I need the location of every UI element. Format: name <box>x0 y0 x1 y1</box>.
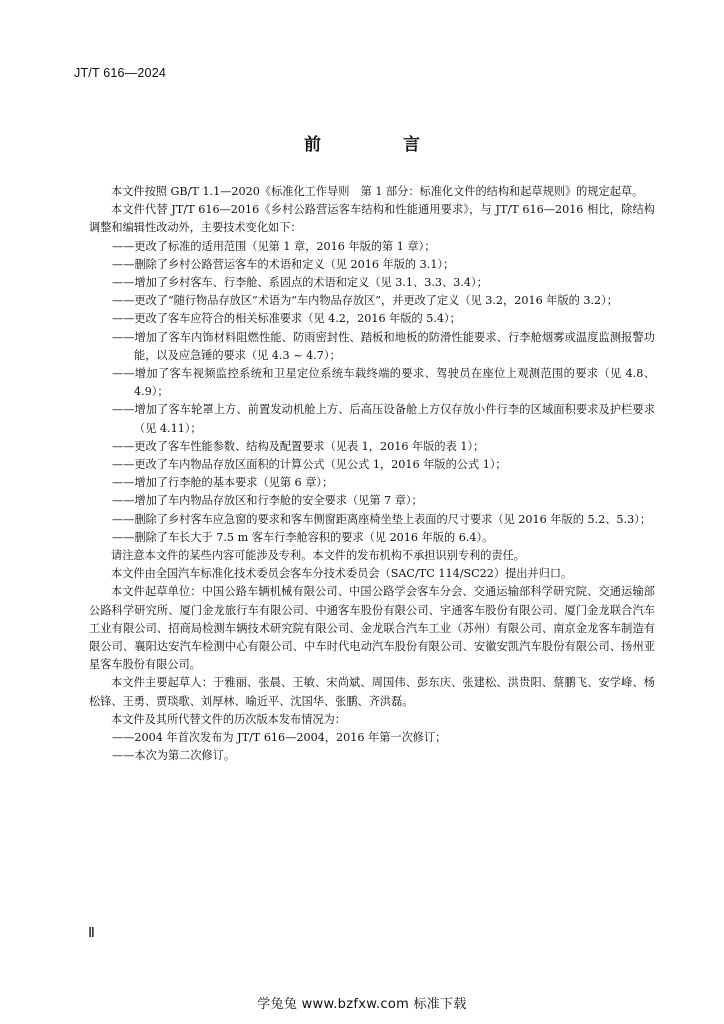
body-paragraph: 本文件及其所代替文件的历次版本发布情况为： <box>111 712 346 726</box>
change-list-item: ——更改了车内物品存放区面积的计算公式（见公式 1，2016 年版的公式 1）； <box>112 458 507 472</box>
change-list-item: ——增加了客车轮罩上方、前置发动机舱上方、后高压设备舱上方仅存放小件行李的区域面积要求及护栏要求（见 4.11）； <box>112 403 655 435</box>
change-list-item: ——更改了标准的适用范围（见第 1 章，2016 年版的第 1 章）； <box>112 239 436 253</box>
body-paragraph: 本文件按照 GB/T 1.1—2020《标准化工作导则 第 1 部分：标准化文件的结构和起草规则》的规定起草。 <box>111 185 644 198</box>
change-list-item: ——更改了“随行物品存放区”术语为“车内物品存放区”，并更改了定义（见 3.2，2016 年版的 3.2）； <box>112 294 618 308</box>
body-paragraph: 本文件起草单位：中国公路车辆机械有限公司、中国公路学会客车分会、交通运输部科学研究院、交通运输部公路科学研究所、厦门金龙旅行车有限公司、中通客车股份有限公司、宇通客车股份有限公司、厦门金龙联合汽车工业有限公司、招商局检测车辆技术研究院有限公司、金龙联合汽车工业（苏州）有限公司、南京金龙客车制造有限公司、襄阳达安汽车检测中心有限公司、中车时代电动汽车股份有限公司、安徽安凯汽车股份有限公司、扬州亚星客车股份有限公司。 <box>89 585 655 672</box>
change-list-item: ——删除了车长大于 7.5 m 客车行李舱容积的要求（见 2016 年版的 6.4）。 <box>112 530 494 544</box>
body-paragraph: 本文件由全国汽车标准化技术委员会客车分技术委员会（SAC/TC 114/SC22）提出并归口。 <box>111 567 573 581</box>
change-list-item: ——增加了客车内饰材料阻燃性能、防雨密封性、踏板和地板的防滑性能要求、行李舱烟雾或温度监测报警功能，以及应急锤的要求（见 4.3 ~ 4.7）； <box>112 330 655 362</box>
body-paragraph: 本文件主要起草人：于雅丽、张晨、王敏、宋尚斌、周国伟、彭东庆、张建松、洪贵阳、蔡鹏飞、安学峰、杨松锋、王勇、贾琰歌、刘厚林、喻近平、沈国华、张鹏、齐洪磊。 <box>89 676 655 708</box>
body-paragraph: 请注意本文件的某些内容可能涉及专利。本文件的发布机构不承担识别专利的责任。 <box>111 549 525 563</box>
foreword-body <box>89 183 655 766</box>
page-title: 前 言 <box>304 135 458 155</box>
page-number: Ⅱ <box>88 926 95 941</box>
body-paragraph: 本文件代替 JT/T 616—2016《乡村公路营运客车结构和性能通用要求》，与 JT/T 616—2016 相比，除结构调整和编辑性改动外，主要技术变化如下： <box>89 203 655 235</box>
change-list-item: ——增加了乡村客车、行李舱、系固点的术语和定义（见 3.1、3.3、3.4）； <box>112 276 488 290</box>
change-list-item: ——删除了乡村公路营运客车的术语和定义（见 2016 年版的 3.1）； <box>112 257 455 271</box>
change-list-item: ——2004 年首次发布为 JT/T 616—2004，2016 年第一次修订； <box>112 731 447 745</box>
change-list-item: ——更改了客车性能参数、结构及配置要求（见表 1，2016 年版的表 1）； <box>112 439 485 453</box>
footer-watermark: 学兔兔 www.bzfxw.com 标准下载 <box>257 997 467 1012</box>
change-list-item: ——本次为第二次修订。 <box>112 749 236 763</box>
change-list-item: ——增加了行李舱的基本要求（见第 6 章）； <box>112 476 334 490</box>
change-list-item: ——增加了客车视频监控系统和卫星定位系统车载终端的要求、驾驶员在座位上观测范围的要求（见 4.8、4.9）； <box>112 367 655 399</box>
standard-number: JT/T 616—2024 <box>74 66 167 80</box>
change-list-item: ——删除了乡村客车应急窗的要求和客车侧窗距离座椅坐垫上表面的尺寸要求（见 2016 年版的 5.2、5.3）； <box>112 512 652 526</box>
change-list-item: ——增加了车内物品存放区和行李舱的安全要求（见第 7 章）； <box>112 494 423 508</box>
change-list-item: ——更改了客车应符合的相关标准要求（见 4.2，2016 年版的 5.4）； <box>112 312 461 326</box>
